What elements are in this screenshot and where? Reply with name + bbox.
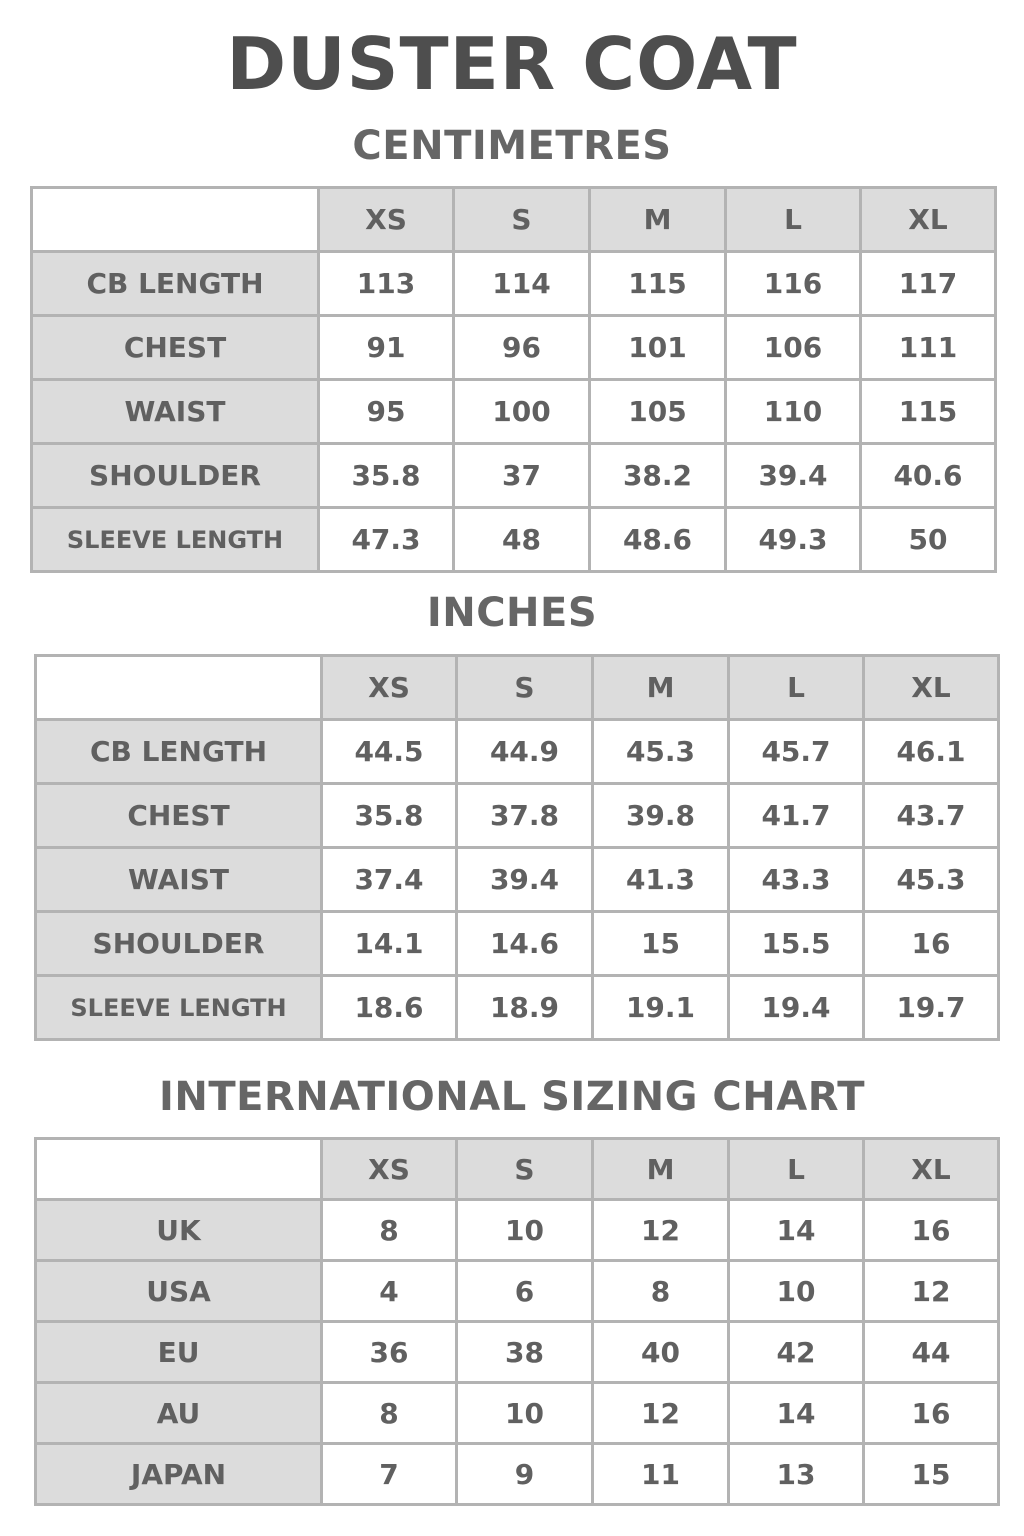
table-cell: 95 — [319, 380, 454, 444]
table-row — [36, 1383, 999, 1444]
table-row — [36, 720, 999, 784]
table-cell: 37 — [454, 444, 590, 508]
row-label: CB LENGTH — [32, 252, 319, 316]
row-label: EU — [36, 1322, 322, 1383]
table-cell: 44.9 — [457, 720, 593, 784]
table-cell: 45.7 — [729, 720, 864, 784]
table-cell: 117 — [861, 252, 996, 316]
table-cell: 16 — [864, 912, 999, 976]
table-cell: 12 — [593, 1383, 729, 1444]
table-cell: 16 — [864, 1200, 999, 1261]
size-header-m: M — [593, 1139, 729, 1200]
table-header-row — [32, 188, 996, 252]
table-cell: 6 — [457, 1261, 593, 1322]
table-cell: 14.6 — [457, 912, 593, 976]
row-label: USA — [36, 1261, 322, 1322]
table-cell: 15.5 — [729, 912, 864, 976]
table-row — [36, 1200, 999, 1261]
size-header-xl: XL — [864, 1139, 999, 1200]
table-cell: 19.7 — [864, 976, 999, 1040]
size-header-s: S — [457, 1139, 593, 1200]
table-corner-cell — [36, 1139, 322, 1200]
table-cell: 47.3 — [319, 508, 454, 572]
table-cell: 116 — [726, 252, 861, 316]
inches-table — [34, 654, 1000, 1041]
table-cell: 101 — [590, 316, 726, 380]
table-row — [32, 252, 996, 316]
table-cell: 4 — [322, 1261, 457, 1322]
table-cell: 13 — [729, 1444, 864, 1505]
row-label: JAPAN — [36, 1444, 322, 1505]
table-row — [36, 848, 999, 912]
size-header-s: S — [457, 656, 593, 720]
table-cell: 9 — [457, 1444, 593, 1505]
size-header-l: L — [726, 188, 861, 252]
table-row — [32, 508, 996, 572]
table-cell: 114 — [454, 252, 590, 316]
table-cell: 37.4 — [322, 848, 457, 912]
size-header-xs: XS — [322, 1139, 457, 1200]
table-cell: 35.8 — [319, 444, 454, 508]
table-cell: 115 — [590, 252, 726, 316]
table-cell: 43.7 — [864, 784, 999, 848]
size-header-xs: XS — [322, 656, 457, 720]
table-cell: 41.7 — [729, 784, 864, 848]
table-cell: 19.1 — [593, 976, 729, 1040]
table-cell: 39.4 — [457, 848, 593, 912]
centimetres-heading: CENTIMETRES — [352, 123, 672, 169]
table-header-row — [36, 1139, 999, 1200]
table-row — [36, 784, 999, 848]
table-row — [36, 1444, 999, 1505]
table-cell: 14 — [729, 1383, 864, 1444]
table-cell: 46.1 — [864, 720, 999, 784]
table-cell: 8 — [322, 1383, 457, 1444]
table-cell: 50 — [861, 508, 996, 572]
table-cell: 18.6 — [322, 976, 457, 1040]
table-cell: 38 — [457, 1322, 593, 1383]
table-cell: 115 — [861, 380, 996, 444]
size-header-m: M — [593, 656, 729, 720]
size-header-m: M — [590, 188, 726, 252]
table-cell: 37.8 — [457, 784, 593, 848]
table-cell: 19.4 — [729, 976, 864, 1040]
table-cell: 42 — [729, 1322, 864, 1383]
row-label: SHOULDER — [32, 444, 319, 508]
table-cell: 15 — [864, 1444, 999, 1505]
table-cell: 11 — [593, 1444, 729, 1505]
size-header-xl: XL — [861, 188, 996, 252]
table-row — [36, 976, 999, 1040]
table-cell: 10 — [457, 1200, 593, 1261]
table-cell: 38.2 — [590, 444, 726, 508]
international-heading: INTERNATIONAL SIZING CHART — [158, 1074, 865, 1120]
table-cell: 15 — [593, 912, 729, 976]
table-cell: 16 — [864, 1383, 999, 1444]
table-cell: 40 — [593, 1322, 729, 1383]
table-cell: 39.8 — [593, 784, 729, 848]
inches-heading: INCHES — [426, 590, 598, 636]
size-header-l: L — [729, 656, 864, 720]
table-cell: 48 — [454, 508, 590, 572]
row-label: UK — [36, 1200, 322, 1261]
table-cell: 10 — [729, 1261, 864, 1322]
table-cell: 48.6 — [590, 508, 726, 572]
size-header-xs: XS — [319, 188, 454, 252]
table-cell: 36 — [322, 1322, 457, 1383]
table-cell: 49.3 — [726, 508, 861, 572]
table-cell: 111 — [861, 316, 996, 380]
table-row — [32, 316, 996, 380]
row-label: SLEEVE LENGTH — [36, 976, 322, 1040]
size-header-l: L — [729, 1139, 864, 1200]
table-cell: 18.9 — [457, 976, 593, 1040]
table-cell: 40.6 — [861, 444, 996, 508]
international-table — [34, 1137, 1000, 1506]
table-corner-cell — [32, 188, 319, 252]
table-row — [36, 1261, 999, 1322]
table-cell: 14 — [729, 1200, 864, 1261]
table-cell: 14.1 — [322, 912, 457, 976]
table-cell: 43.3 — [729, 848, 864, 912]
table-cell: 7 — [322, 1444, 457, 1505]
table-cell: 105 — [590, 380, 726, 444]
page-title: DUSTER COAT — [226, 22, 798, 106]
table-cell: 44.5 — [322, 720, 457, 784]
table-cell: 41.3 — [593, 848, 729, 912]
row-label: SLEEVE LENGTH — [32, 508, 319, 572]
row-label: SHOULDER — [36, 912, 322, 976]
row-label: CHEST — [36, 784, 322, 848]
table-row — [32, 444, 996, 508]
table-cell: 110 — [726, 380, 861, 444]
row-label: CHEST — [32, 316, 319, 380]
table-cell: 113 — [319, 252, 454, 316]
table-cell: 106 — [726, 316, 861, 380]
size-header-xl: XL — [864, 656, 999, 720]
table-cell: 45.3 — [864, 848, 999, 912]
table-cell: 44 — [864, 1322, 999, 1383]
table-cell: 8 — [593, 1261, 729, 1322]
table-cell: 12 — [593, 1200, 729, 1261]
row-label: WAIST — [36, 848, 322, 912]
table-header-row — [36, 656, 999, 720]
row-label: CB LENGTH — [36, 720, 322, 784]
row-label: WAIST — [32, 380, 319, 444]
size-header-s: S — [454, 188, 590, 252]
centimetres-table — [30, 186, 997, 573]
table-cell: 12 — [864, 1261, 999, 1322]
table-row — [32, 380, 996, 444]
table-cell: 45.3 — [593, 720, 729, 784]
row-label: AU — [36, 1383, 322, 1444]
table-corner-cell — [36, 656, 322, 720]
table-cell: 100 — [454, 380, 590, 444]
table-row — [36, 912, 999, 976]
table-cell: 96 — [454, 316, 590, 380]
table-cell: 10 — [457, 1383, 593, 1444]
table-cell: 35.8 — [322, 784, 457, 848]
table-row — [36, 1322, 999, 1383]
table-cell: 8 — [322, 1200, 457, 1261]
table-cell: 39.4 — [726, 444, 861, 508]
table-cell: 91 — [319, 316, 454, 380]
